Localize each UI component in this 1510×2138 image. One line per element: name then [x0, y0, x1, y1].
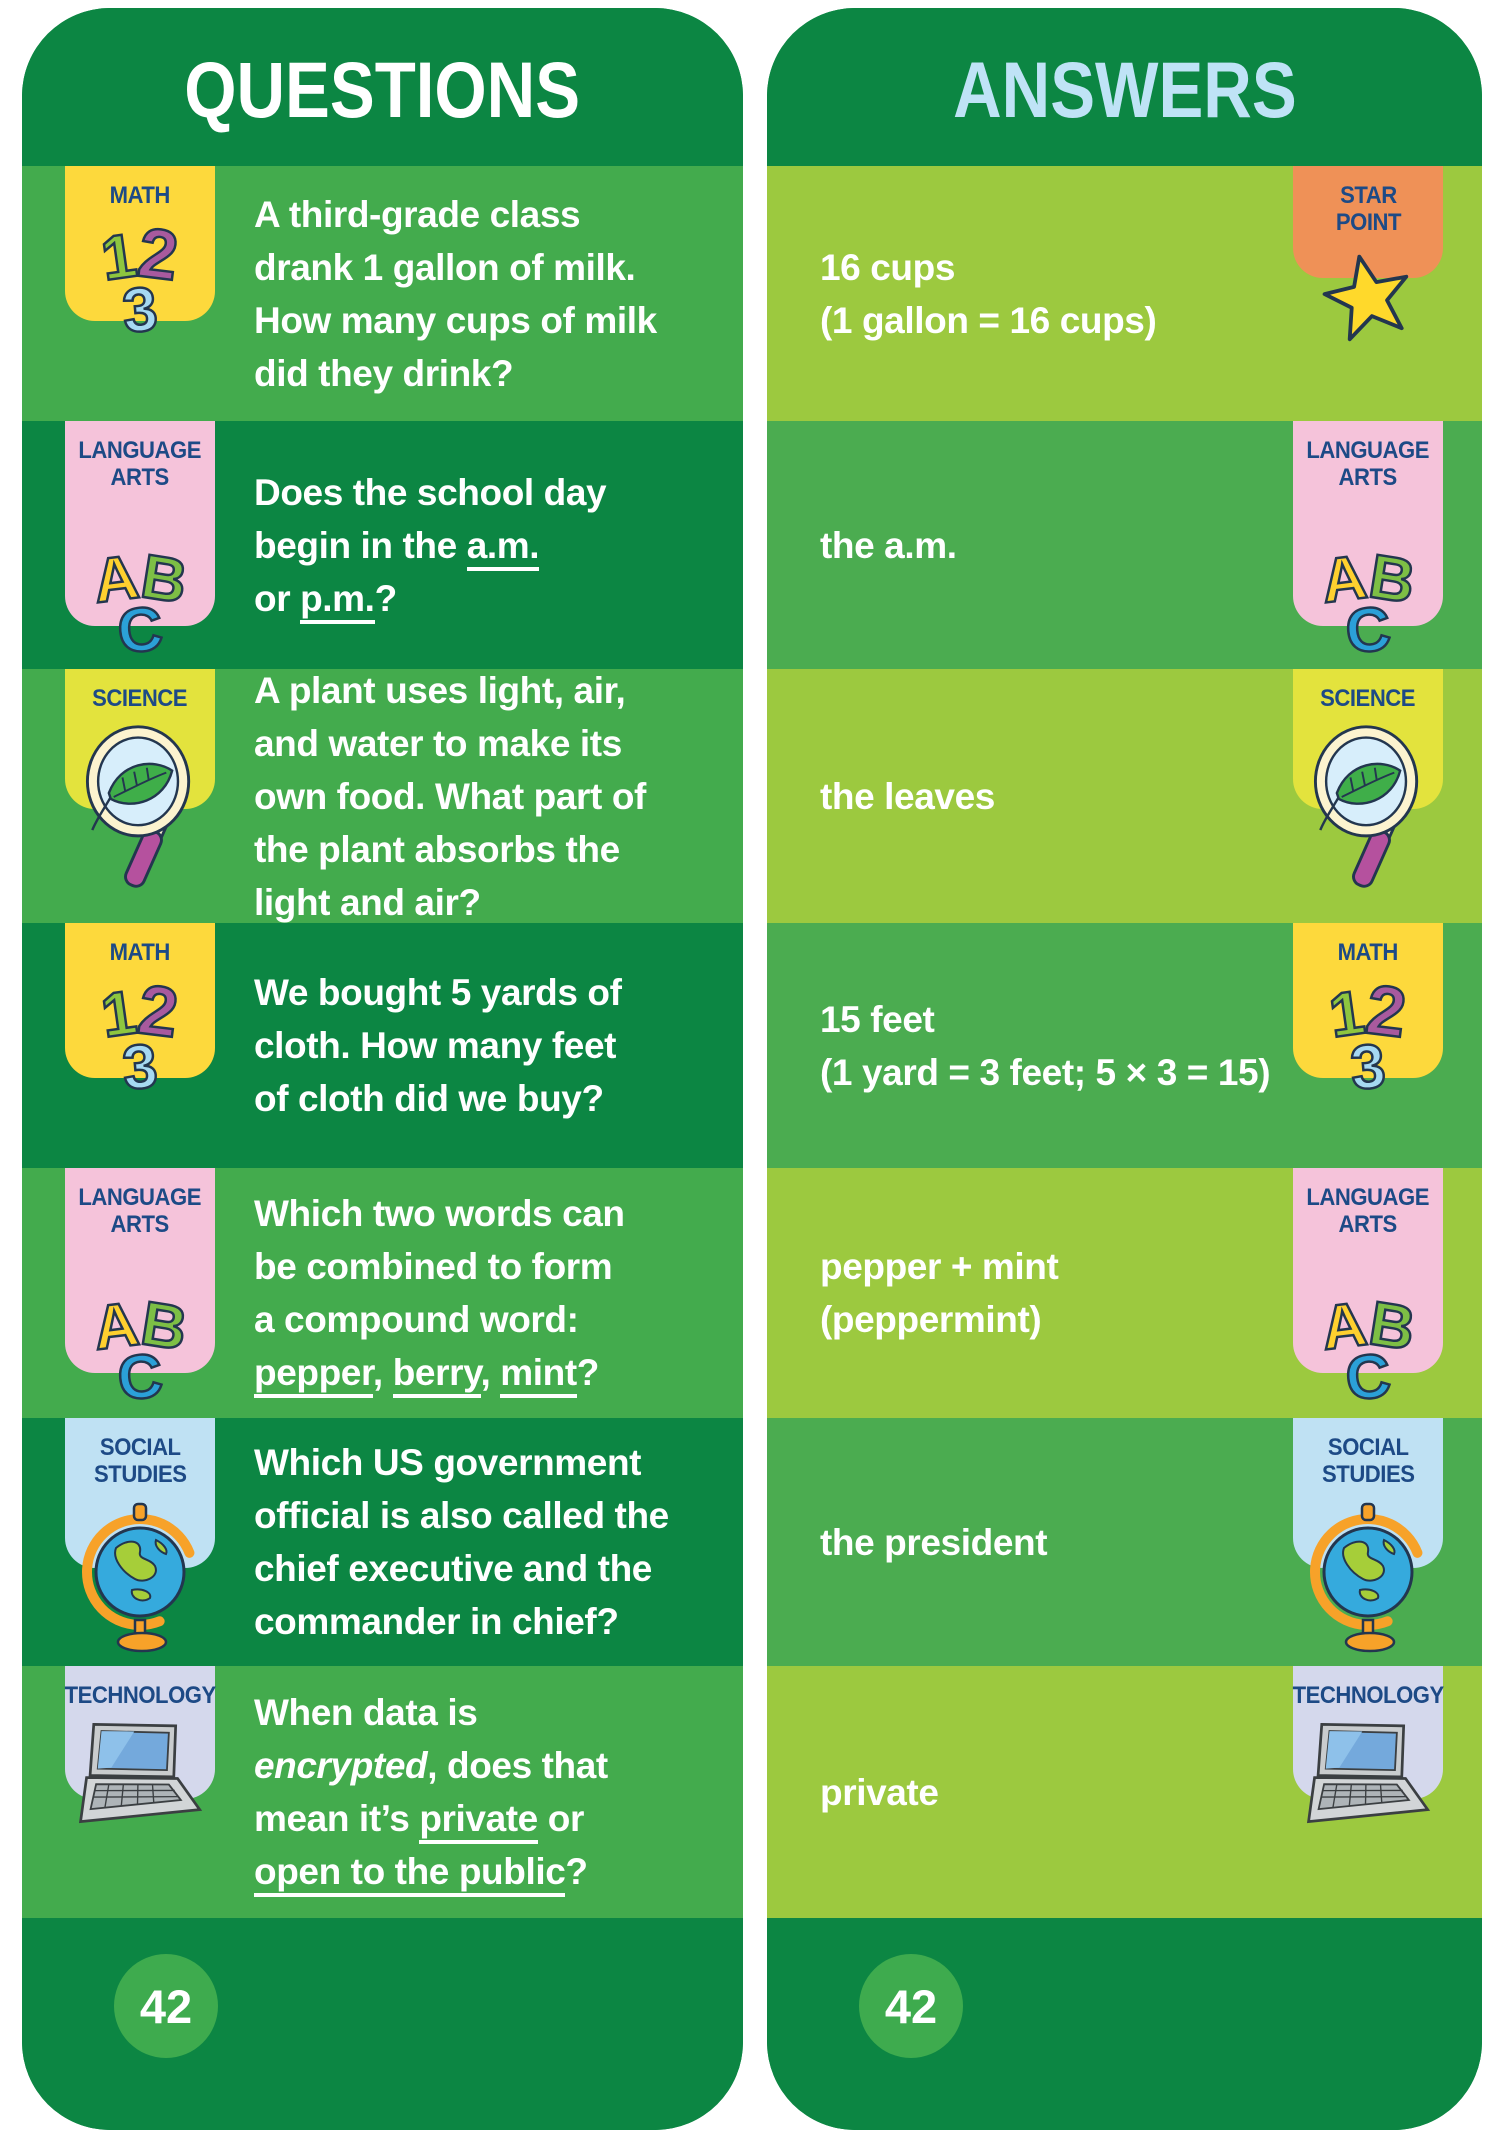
subject-badge: [1293, 1418, 1443, 1568]
subject-badge-label-line: SCIENCE: [1320, 685, 1416, 712]
text-segment: A plant uses light, air,: [254, 669, 626, 711]
answer-row: [767, 421, 1482, 669]
subject-badge-label-line: ARTS: [1338, 1211, 1398, 1238]
question-line: [254, 664, 725, 717]
question-line: [254, 466, 725, 519]
subject-badge: [1293, 1168, 1443, 1414]
subject-badge-icon: [97, 969, 183, 1104]
answer-text: [820, 241, 1257, 347]
question-row: [22, 1666, 743, 1918]
question-row: [22, 923, 743, 1168]
text-segment: (peppermint): [820, 1299, 1042, 1340]
subject-badge: [65, 166, 215, 347]
subject-badge-label-line: POINT: [1335, 209, 1401, 236]
text-segment: drank 1 gallon of milk.: [254, 246, 636, 288]
question-line: [254, 717, 725, 770]
math-123-icon: 1 2 3: [97, 212, 183, 347]
question-line: [254, 1542, 725, 1595]
answer-row: [767, 1666, 1482, 1918]
subject-badge-label-line: STUDIES: [1321, 1461, 1415, 1488]
text-segment: A third-grade class: [254, 193, 581, 235]
text-segment: 16 cups: [820, 246, 955, 288]
subject-badge: [65, 1666, 215, 1799]
text-segment: 15 feet: [820, 998, 935, 1040]
subject-badge-icon: [1317, 1288, 1420, 1414]
text-segment: When data is: [254, 1692, 478, 1733]
answer-row: [767, 1168, 1482, 1418]
text-segment: commander in chief?: [254, 1601, 619, 1642]
question-line: [254, 1240, 725, 1293]
answer-row: [767, 166, 1482, 421]
answer-text: [820, 1766, 1257, 1819]
question-text: [254, 188, 725, 400]
answer-text: [820, 770, 1257, 823]
page-number: 42: [139, 1979, 193, 2033]
text-segment: did they drink?: [254, 352, 514, 394]
text-segment: light and air?: [254, 881, 481, 923]
text-segment: cloth. How many feet: [254, 1025, 617, 1066]
text-segment: be combined to form: [254, 1246, 613, 1287]
text-segment: a compound word:: [254, 1299, 579, 1340]
question-line: [254, 1072, 725, 1125]
subject-badge-icon: [1309, 721, 1427, 911]
subject-badge-icon: [1300, 1712, 1436, 1847]
page-number: 42: [884, 1979, 938, 2033]
questions-title: QUESTIONS: [184, 46, 581, 134]
questions-footer: [22, 1918, 743, 2130]
question-line: [254, 1845, 725, 1898]
subject-badge-icon: [97, 212, 183, 347]
question-line: [254, 1187, 725, 1240]
subject-badge-icon: [80, 1494, 200, 1659]
answers-header: [767, 8, 1482, 166]
questions-header: [22, 8, 743, 166]
text-segment: We bought 5 yards of: [254, 972, 622, 1013]
question-line: [254, 1346, 725, 1399]
subject-badge-icon: [81, 721, 199, 911]
answer-line: [820, 1516, 1257, 1569]
question-row: [22, 166, 743, 421]
abc-letters-icon: A B C: [1317, 541, 1420, 667]
subject-badge: [1293, 421, 1443, 667]
subject-badge-icon: [1317, 541, 1420, 667]
answer-line: [820, 1046, 1271, 1099]
subject-badge-label-line: MATH: [109, 182, 171, 209]
answers-footer: [767, 1918, 1482, 2130]
question-line: [254, 294, 725, 347]
text-segment: begin in the: [254, 524, 467, 566]
subject-badge-icon: [89, 541, 192, 667]
subject-badge-label-line: ARTS: [110, 1211, 170, 1238]
question-row: [22, 421, 743, 669]
subject-badge-icon: [1308, 1494, 1428, 1659]
question-text: [254, 1686, 725, 1898]
question-line: [254, 823, 725, 876]
abc-letters-icon: A B C: [1317, 1288, 1420, 1414]
text-segment: ?: [374, 577, 397, 619]
answer-line: [820, 294, 1257, 347]
subject-badge-label-line: LANGUAGE: [1306, 437, 1430, 464]
subject-badge-label-line: TECHNOLOGY: [1292, 1682, 1444, 1709]
subject-badge-label-line: LANGUAGE: [1306, 1184, 1430, 1211]
answers-title: ANSWERS: [952, 46, 1297, 134]
subject-badge: [1293, 923, 1443, 1104]
page-number-badge: [859, 1954, 963, 2058]
subject-badge-label-line: STUDIES: [93, 1461, 187, 1488]
question-line: [254, 1019, 725, 1072]
questions-card: [22, 8, 743, 2130]
question-text: [254, 966, 725, 1125]
answer-line: [820, 770, 1257, 823]
answers-card: [767, 8, 1482, 2130]
text-segment: the a.m.: [820, 524, 957, 566]
laptop-icon: [1300, 1712, 1436, 1842]
text-segment: ,: [372, 1352, 393, 1393]
subject-badge: [65, 669, 215, 809]
question-line: [254, 1436, 725, 1489]
question-line: [254, 1595, 725, 1648]
subject-badge-icon: [1325, 969, 1411, 1104]
star-icon: [1321, 250, 1416, 345]
laptop-icon: [72, 1712, 208, 1842]
question-line: [254, 241, 725, 294]
text-segment: Which two words can: [254, 1193, 625, 1234]
question-row: [22, 1418, 743, 1666]
underlined-term: mint: [500, 1352, 577, 1398]
answer-row: [767, 923, 1482, 1168]
question-text: [254, 466, 725, 625]
text-segment: mean it’s: [254, 1798, 420, 1839]
italic-term: encrypted: [254, 1745, 428, 1786]
question-line: [254, 1293, 725, 1346]
subject-badge-label-line: MATH: [1337, 939, 1399, 966]
text-segment: (1 yard = 3 feet; 5 × 3 = 15): [820, 1051, 1271, 1093]
question-line: [254, 1489, 725, 1542]
question-line: [254, 347, 725, 400]
subject-badge: [65, 1418, 215, 1568]
text-segment: ,: [480, 1352, 501, 1393]
math-123-icon: 1 2 3: [1325, 969, 1411, 1104]
subject-badge-label-line: LANGUAGE: [78, 1184, 202, 1211]
text-segment: or: [254, 577, 301, 619]
subject-badge-label-line: STAR: [1339, 182, 1397, 209]
answer-line: [820, 1240, 1257, 1293]
text-segment: own food. What part of: [254, 775, 646, 817]
answer-text: [820, 519, 1257, 572]
subject-badge-label-line: SCIENCE: [92, 685, 188, 712]
text-segment: ?: [565, 1851, 588, 1892]
text-segment: of cloth did we buy?: [254, 1078, 604, 1119]
subject-badge-label-line: TECHNOLOGY: [64, 1682, 216, 1709]
answer-line: [820, 1766, 1257, 1819]
magnifier-leaf-icon: [81, 721, 199, 906]
subject-badge-label-line: SOCIAL: [99, 1434, 181, 1461]
text-segment: How many cups of milk: [254, 299, 657, 341]
answer-row: [767, 1418, 1482, 1666]
answer-line: [820, 519, 1257, 572]
answer-row: [767, 669, 1482, 923]
subject-badge-label-line: LANGUAGE: [78, 437, 202, 464]
question-line: [254, 966, 725, 1019]
text-segment: ?: [576, 1352, 599, 1393]
question-text: [254, 1187, 725, 1399]
abc-letters-icon: A B C: [89, 541, 192, 667]
question-line: [254, 188, 725, 241]
question-line: [254, 1686, 725, 1739]
question-line: [254, 572, 725, 625]
text-segment: the president: [820, 1521, 1048, 1563]
globe-icon: [1308, 1494, 1428, 1654]
underlined-term: p.m.: [300, 578, 374, 624]
globe-icon: [80, 1494, 200, 1654]
magnifier-leaf-icon: [1309, 721, 1427, 906]
answer-line: [820, 241, 1257, 294]
question-line: [254, 519, 725, 572]
subject-badge-label-line: ARTS: [110, 464, 170, 491]
text-segment: , does that: [427, 1745, 608, 1786]
text-segment: chief executive and the: [254, 1548, 652, 1589]
subject-badge-icon: [1321, 250, 1416, 350]
subject-badge: [1293, 1666, 1443, 1799]
answer-text: [820, 993, 1271, 1099]
text-segment: Does the school day: [254, 471, 607, 513]
question-line: [254, 1739, 725, 1792]
subject-badge: [1293, 166, 1443, 278]
text-segment: official is also called the: [254, 1495, 669, 1536]
question-row: [22, 1168, 743, 1418]
subject-badge: [65, 1168, 215, 1414]
text-segment: pepper + mint: [820, 1246, 1059, 1287]
text-segment: private: [820, 1771, 939, 1813]
question-line: [254, 876, 725, 929]
underlined-term: berry: [393, 1352, 481, 1398]
question-text: [254, 664, 725, 929]
question-text: [254, 1436, 725, 1648]
text-segment: the leaves: [820, 775, 995, 817]
underlined-term: a.m.: [467, 525, 539, 571]
subject-badge: [65, 923, 215, 1104]
page-number-badge: [114, 1954, 218, 2058]
answer-text: [820, 1516, 1257, 1569]
answer-text: [820, 1240, 1257, 1346]
math-123-icon: 1 2 3: [97, 969, 183, 1104]
underlined-term: pepper: [254, 1352, 373, 1398]
subject-badge-label-line: SOCIAL: [1327, 1434, 1409, 1461]
answer-line: [820, 1293, 1257, 1346]
text-segment: Which US government: [254, 1442, 642, 1483]
text-segment: the plant absorbs the: [254, 828, 620, 870]
subject-badge: [1293, 669, 1443, 809]
text-segment: and water to make its: [254, 722, 622, 764]
subject-badge-label-line: MATH: [109, 939, 171, 966]
subject-badge-icon: [72, 1712, 208, 1847]
question-row: [22, 669, 743, 923]
text-segment: (1 gallon = 16 cups): [820, 299, 1157, 341]
answer-line: [820, 993, 1257, 1046]
text-segment: or: [537, 1798, 584, 1839]
subject-badge: [65, 421, 215, 667]
abc-letters-icon: A B C: [89, 1288, 192, 1414]
subject-badge-label-line: ARTS: [1338, 464, 1398, 491]
subject-badge-icon: [89, 1288, 192, 1414]
question-line: [254, 1792, 725, 1845]
question-line: [254, 770, 725, 823]
underlined-term: private: [419, 1798, 538, 1844]
underlined-term: open to the public: [254, 1851, 565, 1897]
